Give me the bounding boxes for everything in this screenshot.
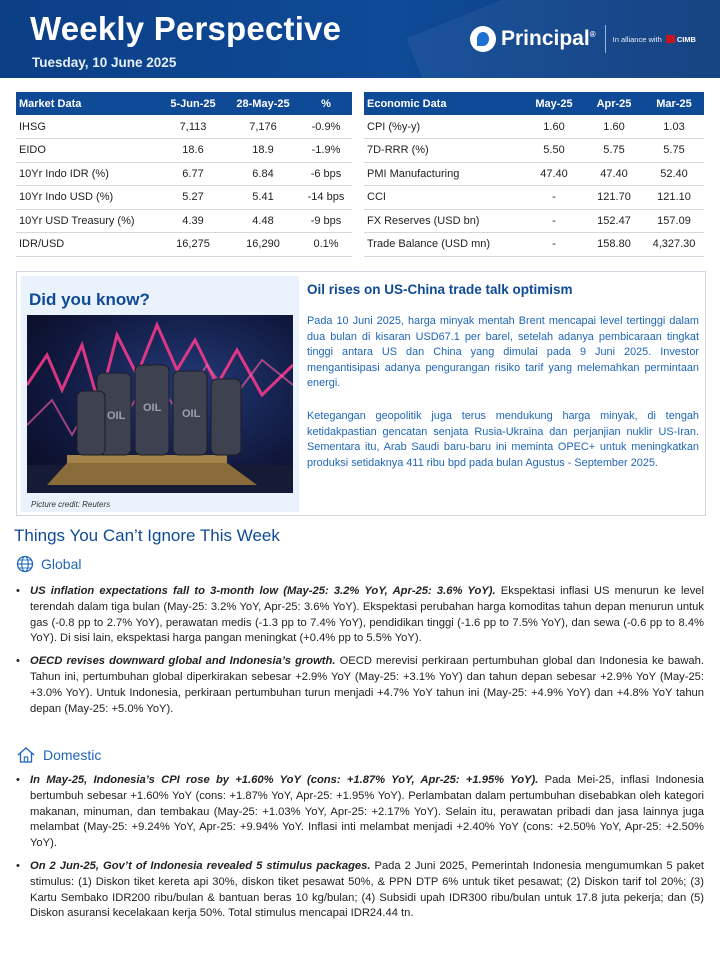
cell-value: -6 bps bbox=[300, 162, 352, 186]
domestic-news-list bbox=[16, 773, 704, 929]
table-row bbox=[364, 186, 704, 210]
item-headline: OECD revises downward global and Indonesia’s growth. bbox=[30, 655, 336, 668]
column-header: % bbox=[300, 92, 352, 115]
cell-value: 6.84 bbox=[226, 162, 300, 186]
cell-value: 6.77 bbox=[160, 162, 226, 186]
table-row bbox=[16, 162, 352, 186]
cell-value: 4.39 bbox=[160, 209, 226, 233]
column-header: 28-May-25 bbox=[226, 92, 300, 115]
cell-value: 5.27 bbox=[160, 186, 226, 210]
market-data-table bbox=[16, 92, 352, 257]
column-header: Market Data bbox=[16, 92, 160, 115]
cell-value: 121.70 bbox=[584, 186, 644, 210]
row-label: Trade Balance (USD mn) bbox=[364, 233, 524, 257]
section-title: Things You Can’t Ignore This Week bbox=[14, 526, 280, 545]
item-headline: US inflation expectations fall to 3-month low (May-25: 3.2% YoY, Apr-25: 3.6% YoY). bbox=[30, 585, 496, 597]
cell-value: 4,327.30 bbox=[644, 233, 704, 257]
oil-barrels-photo bbox=[27, 315, 293, 493]
cell-value: - bbox=[524, 209, 584, 233]
row-label: IHSG bbox=[16, 115, 160, 139]
table-header-row bbox=[364, 92, 704, 115]
global-label: Global bbox=[41, 556, 82, 572]
row-label: CCI bbox=[364, 186, 524, 210]
cell-value: 16,275 bbox=[160, 233, 226, 257]
item-headline: In May-25, Indonesia’s CPI rose by +1.60% YoY (cons: +1.87% YoY, Apr-25: +1.95% YoY). bbox=[30, 774, 539, 786]
domestic-subheading bbox=[16, 746, 101, 764]
cell-value: 47.40 bbox=[584, 162, 644, 186]
cell-value: 18.9 bbox=[226, 139, 300, 163]
cell-value: 16,290 bbox=[226, 233, 300, 257]
cell-value: 1.60 bbox=[584, 115, 644, 139]
bullet-icon: • bbox=[16, 655, 20, 668]
column-header: Mar-25 bbox=[644, 92, 704, 115]
header-banner bbox=[0, 0, 720, 78]
item-body: Pada 2 Juni 2025, Pemerintah Indonesia mengumumkan 5 paket stimulus: (1) Diskon tiket kereta api 30%, diskon tiket pesawat 50%, & PPN DTP 6% untuk tiket pesawat; (2) Diskon tarif tol 20%; (3) Kartu Sembako IDR200 ribu/bulan & bantuan beras 10 kg/bulan; (4) Subsidi upah IDR300 ribu/bulan untuk 17.8 juta pekerja; dan (5) Diskon asuransi kecelakaan kerja 50%. Total stimulus mencapai IDR24.44 tn. bbox=[30, 859, 704, 920]
cell-value: 121.10 bbox=[644, 186, 704, 210]
cimb-logo-icon bbox=[666, 35, 675, 43]
page-title: Weekly Perspective bbox=[30, 10, 342, 47]
row-label: FX Reserves (USD bn) bbox=[364, 209, 524, 233]
row-label: 7D-RRR (%) bbox=[364, 139, 524, 163]
item-body: Ekspektasi inflasi US menurun ke level terendah dalam tiga bulan (May-25: 3.2% YoY, Apr-25: 3.6% YoY). Ekspektasi perubahan harga komoditas tahun depan menurun untuk gas (-0.8 pp to 2.7% YoY), perawatan medis (-1.3 pp to 7.4% YoY), pendidikan tinggi (-1.6 pp to 7.5% YoY), dan sewa (-0.6 pp to 8.4% YoY). Di sisi lain, ekspektasi harga pangan meningkat (+0.4% pp to 5.5% YoY). bbox=[30, 585, 705, 645]
picture-credit: Picture credit: Reuters bbox=[31, 500, 111, 509]
cell-value: 47.40 bbox=[524, 162, 584, 186]
cell-value: 7,176 bbox=[226, 115, 300, 139]
bullet-icon: • bbox=[16, 774, 20, 786]
item-headline: On 2 Jun-25, Gov’t of Indonesia revealed 5 stimulus packages. bbox=[30, 859, 371, 872]
alliance-text: In alliance with CIMB bbox=[612, 34, 696, 44]
brand-divider bbox=[605, 25, 606, 53]
cell-value: 52.40 bbox=[644, 162, 704, 186]
item-body: Pada Mei-25, inflasi Indonesia bertumbuh sebesar +1.60% YoY (cons: +1.87% YoY, Apr-25: +1.95% YoY). Perlambatan dalam pertumbuhan disebabkan oleh kategori makanan, minuman, dan tembakau (May-25: +1.03% YoY, Apr-25: +2.17% YoY). Selain itu, perawatan pribadi dan jasa lainnya juga melambat (May-25: +9.24% YoY, Apr-25: +9.94% YoY. Inflasi inti melambat menjadi +2.40% YoY (cons: +2.50% YoY, Apr-25: +2.50% YoY). bbox=[30, 774, 704, 850]
did-you-know-title: Did you know? bbox=[29, 290, 150, 309]
column-header: Apr-25 bbox=[584, 92, 644, 115]
row-label: CPI (%y-y) bbox=[364, 115, 524, 139]
cell-value: -1.9% bbox=[300, 139, 352, 163]
table-header-row bbox=[16, 92, 352, 115]
cell-value: 157.09 bbox=[644, 209, 704, 233]
cell-value: - bbox=[524, 233, 584, 257]
cell-value: 0.1% bbox=[300, 233, 352, 257]
table-row bbox=[16, 233, 352, 257]
column-header: May-25 bbox=[524, 92, 584, 115]
row-label: PMI Manufacturing bbox=[364, 162, 524, 186]
cell-value: 4.48 bbox=[226, 209, 300, 233]
partner-name: CIMB bbox=[676, 34, 696, 44]
column-header: Economic Data bbox=[364, 92, 524, 115]
bullet-icon: • bbox=[16, 859, 20, 872]
row-label: 10Yr Indo IDR (%) bbox=[16, 162, 160, 186]
table-row bbox=[364, 162, 704, 186]
did-you-know-box bbox=[16, 271, 706, 516]
table-row bbox=[364, 139, 704, 163]
news-paragraph: Pada 10 Juni 2025, harga minyak mentah Brent mencapai level tertinggi dalam dua bulan di kisaran USD67.1 per barel, setelah adanya pembicaraan tingkat tinggi antara US dan China yang dimulai pada 9 Juni 2025. Investor mengantisipasi adanya pengurangan risiko tarif yang melemahkan permintaan energi. bbox=[307, 315, 699, 389]
cell-value: - bbox=[524, 186, 584, 210]
cell-value: 18.6 bbox=[160, 139, 226, 163]
barrel-label: OIL bbox=[182, 408, 201, 420]
global-news-list bbox=[16, 584, 704, 724]
global-subheading bbox=[16, 555, 81, 573]
publication-date: Tuesday, 10 June 2025 bbox=[32, 55, 177, 70]
item-body: OECD merevisi perkiraan pertumbuhan global dan Indonesia ke bawah. Tahun ini, pertumbuhan global diperkirakan sebesar +2.9% YoY (May-25: +3.1% YoY) dan tahun depan sebesar +2.9% YoY (May-25: +3.0% YoY). Untuk Indonesia, perkiraan pertumbuhan turun menjadi +4.7% YoY tahun ini (May-25: +4.9% YoY) dan +4.8% YoY tahun depan (May-25: +5.0% YoY). bbox=[30, 655, 704, 715]
news-headline: Oil rises on US-China trade talk optimism bbox=[307, 282, 573, 297]
cell-value: 158.80 bbox=[584, 233, 644, 257]
list-item bbox=[16, 859, 704, 922]
table-row bbox=[16, 139, 352, 163]
cell-value: 152.47 bbox=[584, 209, 644, 233]
table-row bbox=[364, 115, 704, 139]
row-label: EIDO bbox=[16, 139, 160, 163]
table-row bbox=[16, 186, 352, 210]
cell-value: -9 bps bbox=[300, 209, 352, 233]
table-row bbox=[16, 209, 352, 233]
row-label: 10Yr USD Treasury (%) bbox=[16, 209, 160, 233]
list-item bbox=[16, 773, 704, 852]
principal-logo-icon bbox=[470, 26, 496, 52]
home-icon bbox=[16, 746, 36, 764]
cell-value: -14 bps bbox=[300, 186, 352, 210]
did-you-know-panel bbox=[21, 276, 299, 512]
economic-data-table bbox=[364, 92, 704, 257]
table-row bbox=[364, 209, 704, 233]
cell-value: 1.60 bbox=[524, 115, 584, 139]
bullet-icon: • bbox=[16, 585, 20, 597]
list-item bbox=[16, 584, 704, 647]
cell-value: 5.41 bbox=[226, 186, 300, 210]
brand-name: Principal® bbox=[501, 27, 596, 50]
oil-chart-illustration bbox=[27, 315, 293, 493]
brand-logo bbox=[470, 24, 696, 54]
cell-value: 5.50 bbox=[524, 139, 584, 163]
barrel-label: OIL bbox=[143, 402, 162, 414]
cell-value: 1.03 bbox=[644, 115, 704, 139]
column-header: 5-Jun-25 bbox=[160, 92, 226, 115]
table-row bbox=[364, 233, 704, 257]
cell-value: 5.75 bbox=[644, 139, 704, 163]
table-row bbox=[16, 115, 352, 139]
news-paragraph: Ketegangan geopolitik juga terus mendukung harga minyak, di tengah ketidakpastian gencatan senjata Rusia-Ukraina dan perjanjian nuklir US-Iran. Sementara itu, Arab Saudi baru-baru ini meminta OPEC+ untuk meningkatkan produksi setidaknya 411 ribu bpd pada bulan Agustus - September 2025. bbox=[307, 410, 699, 469]
row-label: IDR/USD bbox=[16, 233, 160, 257]
row-label: 10Yr Indo USD (%) bbox=[16, 186, 160, 210]
globe-icon bbox=[16, 555, 34, 573]
list-item bbox=[16, 654, 704, 717]
barrel-label: OIL bbox=[107, 410, 126, 422]
cell-value: 5.75 bbox=[584, 139, 644, 163]
cell-value: 7,113 bbox=[160, 115, 226, 139]
cell-value: -0.9% bbox=[300, 115, 352, 139]
domestic-label: Domestic bbox=[43, 747, 102, 763]
